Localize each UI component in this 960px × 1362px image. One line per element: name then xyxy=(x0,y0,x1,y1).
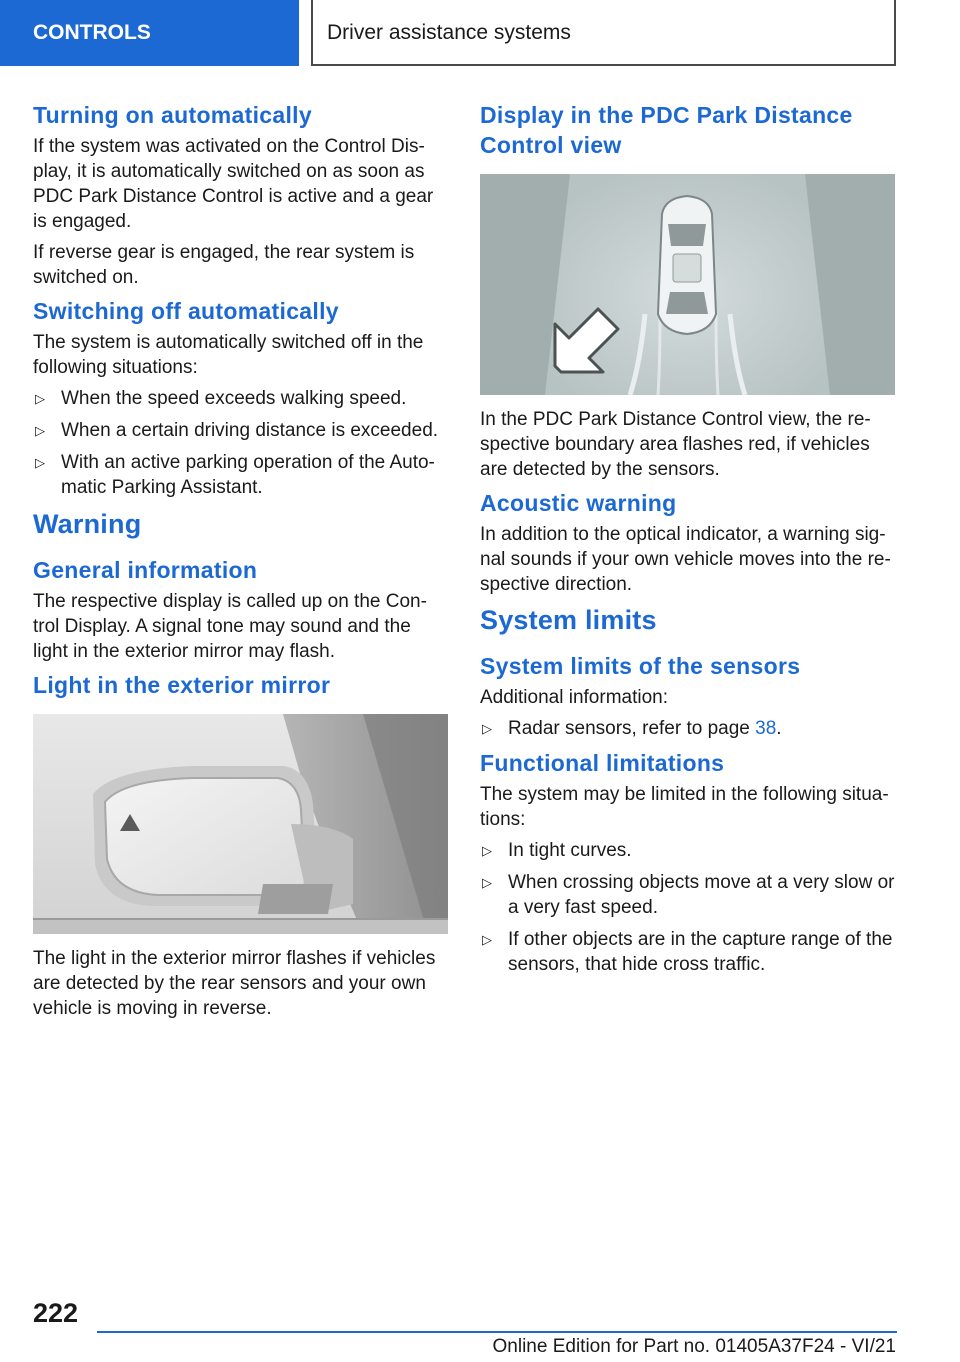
list-item-text: When the speed exceeds walking speed. xyxy=(61,388,407,409)
list-item-text: Radar sensors, refer to page xyxy=(508,718,756,739)
heading-switching-off: Switching off automatically xyxy=(33,298,339,324)
list-item-text: With an active parking operation of the Auto-matic Parking Assistant. xyxy=(61,452,435,498)
list-item xyxy=(33,450,448,500)
bullet-icon: ▷ xyxy=(482,721,492,736)
page-number: 222 xyxy=(33,1298,79,1328)
heading-warning: Warning xyxy=(33,509,142,539)
heading-system-limits-sensors: System limits of the sensors xyxy=(480,653,801,679)
bullet-icon: ▷ xyxy=(35,455,45,470)
list-functional-limitations xyxy=(480,838,896,977)
heading-light-exterior-mirror: Light in the exterior mirror xyxy=(33,672,331,698)
right-column xyxy=(480,100,896,984)
list-item xyxy=(33,418,448,443)
list-item xyxy=(33,386,448,411)
heading-pdc-view: Display in the PDC Park Distance Control view xyxy=(480,102,853,158)
exterior-mirror-illustration xyxy=(33,714,448,934)
list-item-text: When crossing objects move at a very slow or a very fast speed. xyxy=(508,872,895,918)
header-section-tab[interactable]: CONTROLS xyxy=(0,0,299,66)
list-item-text: In tight curves. xyxy=(508,840,632,861)
list-item-text: If other objects are in the capture range of the sensors, that hide cross traffic. xyxy=(508,929,893,975)
bullet-icon: ▷ xyxy=(482,875,492,890)
heading-turning-on: Turning on automatically xyxy=(33,102,312,128)
bullet-icon: ▷ xyxy=(482,843,492,858)
list-item-text: When a certain driving distance is exceeded. xyxy=(61,420,439,441)
page-reference-link[interactable]: 38 xyxy=(755,718,777,739)
paragraph-general-information: The respective display is called up on the Con-trol Display. A signal tone may sound and the light in the exterior mirror may flash. xyxy=(33,591,427,662)
paragraph-acoustic-warning: In addition to the optical indicator, a warning sig-nal sounds if your own vehicle moves into the re-spective direction. xyxy=(480,524,891,595)
heading-system-limits: System limits xyxy=(480,605,657,635)
bullet-icon: ▷ xyxy=(35,423,45,438)
caption-pdc-view: In the PDC Park Distance Control view, the re-spective boundary area flashes red, if vehicles are detected by the sensors. xyxy=(480,409,871,480)
list-switching-off xyxy=(33,386,448,500)
bullet-icon: ▷ xyxy=(482,932,492,947)
list-item xyxy=(480,838,896,863)
paragraph-additional-information: Additional information: xyxy=(480,687,668,708)
paragraph-turning-on-1: If the system was activated on the Control Dis-play, it is automatically switched on as soon as PDC Park Distance Control is active and a gear is engaged. xyxy=(33,136,434,232)
heading-acoustic-warning: Acoustic warning xyxy=(480,490,677,516)
bullet-icon: ▷ xyxy=(35,391,45,406)
left-column xyxy=(33,100,448,1027)
list-item xyxy=(480,716,896,741)
footer-edition: Online Edition for Part no. 01405A37F24 - VI/21 xyxy=(492,1336,896,1357)
paragraph-functional-intro: The system may be limited in the following situa-tions: xyxy=(480,784,889,830)
footer-divider xyxy=(97,1331,897,1333)
heading-general-information: General information xyxy=(33,557,258,583)
paragraph-turning-on-2: If reverse gear is engaged, the rear system is switched on. xyxy=(33,242,415,288)
caption-exterior-mirror: The light in the exterior mirror flashes if vehicles are detected by the rear sensors and your own vehicle is moving in reverse. xyxy=(33,948,436,1019)
paragraph-switching-off-intro: The system is automatically switched off in the following situations: xyxy=(33,332,424,378)
heading-functional-limitations: Functional limitations xyxy=(480,750,725,776)
list-item xyxy=(480,927,896,977)
header-chapter-title: Driver assistance systems xyxy=(311,0,896,66)
list-sensor-limits xyxy=(480,716,896,741)
list-item-suffix: . xyxy=(776,718,782,739)
list-item xyxy=(480,870,896,920)
pdc-view-illustration xyxy=(480,174,895,395)
